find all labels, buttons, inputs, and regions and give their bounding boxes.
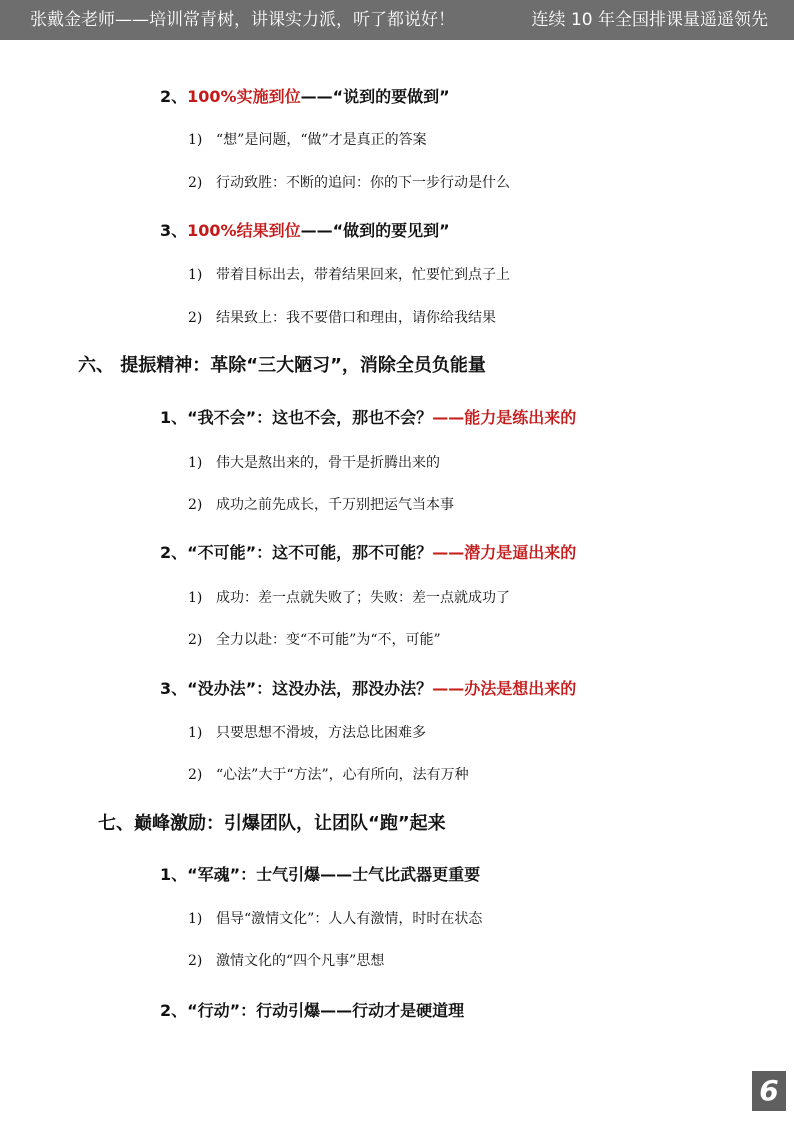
list-item: 1) 带着目标出去，带着结果回来，忙要忙到点子上: [188, 267, 510, 283]
list-item: 2) 激情文化的“四个凡事”思想: [188, 953, 385, 969]
list-item: 2) 行动致胜：不断的追问：你的下一步行动是什么: [188, 175, 510, 191]
list-item: 2) 全力以赴：变“不可能”为“不，可能”: [188, 632, 441, 648]
heading-text: ——“说到的要做到”: [300, 87, 450, 106]
heading-highlight: ——办法是想出来的: [432, 679, 577, 698]
list-item: 1) 倡导“激情文化”：人人有激情，时时在状态: [188, 911, 483, 927]
heading-6-3: 3、“没办法”：这没办法，那没办法？——办法是想出来的: [160, 679, 577, 698]
heading-7-2: 2、“行动”：行动引爆——行动才是硬道理: [160, 1001, 465, 1020]
header-slogan: 张戴金老师——培训常青树，讲课实力派，听了都说好！: [30, 10, 455, 30]
header-tagline: 连续 10 年全国排课量遥遥领先: [531, 10, 768, 30]
list-item: 2) 结果致上：我不要借口和理由，请你给我结果: [188, 310, 496, 326]
heading-6-2: 2、“不可能”：这不可能，那不可能？——潜力是逼出来的: [160, 543, 577, 562]
heading-highlight: ——潜力是逼出来的: [432, 543, 577, 562]
heading-highlight: 100%结果到位: [187, 221, 301, 240]
heading-7-1: 1、“军魂”：士气引爆——士气比武器更重要: [160, 865, 481, 884]
heading-5-3: [160, 218, 450, 241]
list-item: 1) 成功：差一点就失败了；失败：差一点就成功了: [188, 590, 510, 606]
list-item: 1) 只要思想不滑坡，方法总比困难多: [188, 725, 426, 741]
heading-number: 3、: [160, 221, 188, 240]
page-number-badge: 6: [752, 1071, 786, 1111]
heading-highlight: ——能力是练出来的: [432, 408, 577, 427]
list-item: 1) “想”是问题，“做”才是真正的答案: [188, 132, 427, 148]
heading-5-2: [160, 84, 450, 107]
list-item: 2) 成功之前先成长，千万别把运气当本事: [188, 497, 454, 513]
section-6-title: 六、 提振精神：革除“三大陋习”，消除全员负能量: [78, 355, 486, 376]
heading-number: 2、: [160, 87, 188, 106]
list-item: 2) “心法”大于“方法”，心有所向，法有万种: [188, 767, 469, 783]
section-7-title: 七、巅峰激励：引爆团队，让团队“跑”起来: [98, 813, 446, 834]
heading-highlight: 100%实施到位: [187, 87, 301, 106]
heading-text: ——“做到的要见到”: [300, 221, 450, 240]
heading-6-1: 1、“我不会”：这也不会，那也不会？——能力是练出来的: [160, 408, 577, 427]
list-item: 1) 伟大是熬出来的，骨干是折腾出来的: [188, 455, 440, 471]
